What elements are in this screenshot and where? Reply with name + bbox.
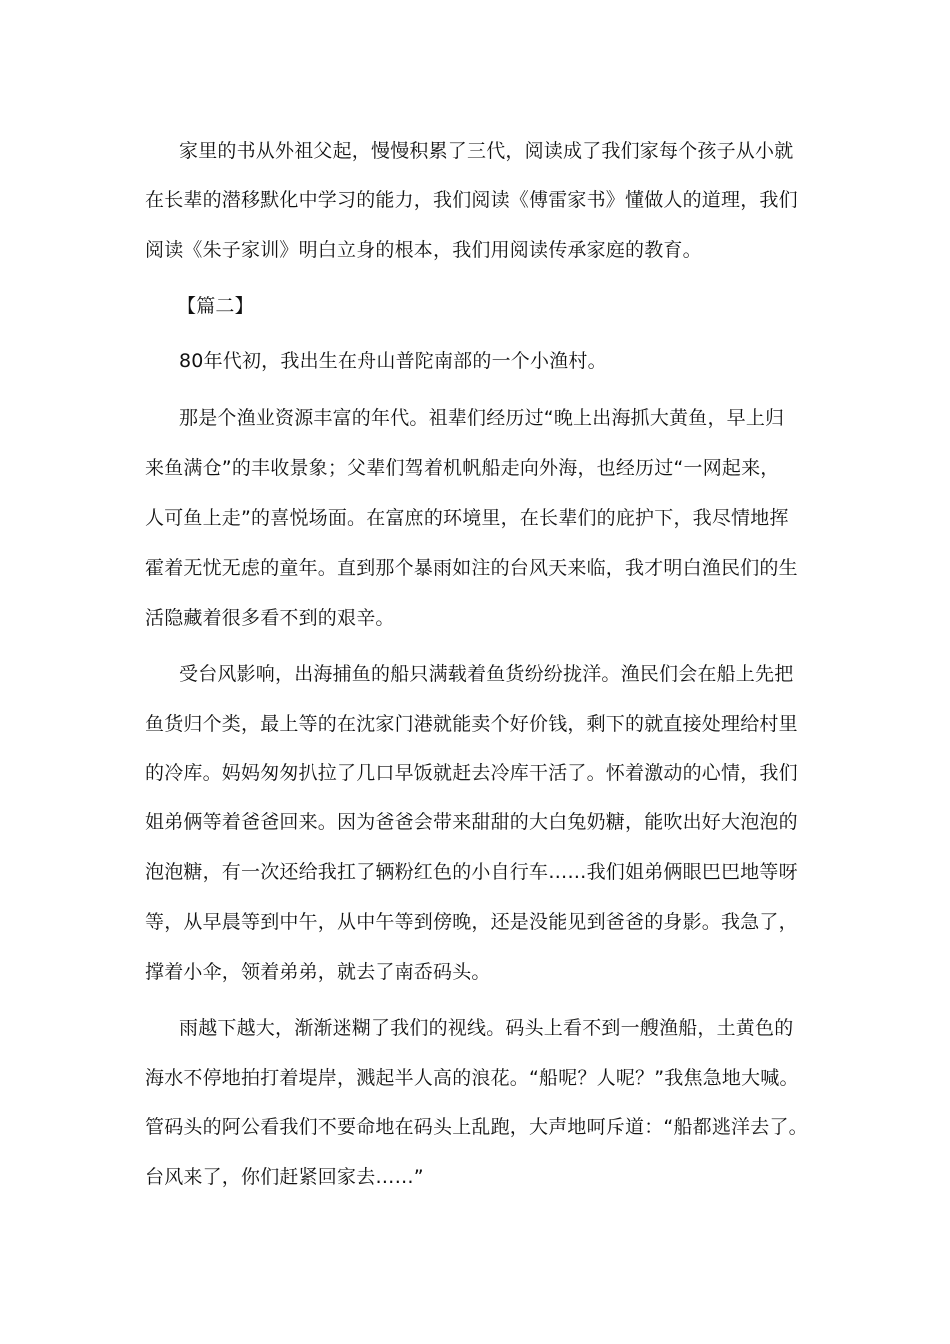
paragraph-3-line-4: 霍着无忧无虑的童年。直到那个暴雨如注的台风天来临，我才明白渔民们的生 <box>145 557 798 579</box>
paragraph-4-line-6: 等，从早晨等到中午，从中午等到傍晚，还是没能见到爸爸的身影。我急了， <box>145 911 798 933</box>
paragraph-3-line-1: 那是个渔业资源丰富的年代。祖辈们经历过“晚上出海抓大黄鱼，早上归 <box>179 407 785 429</box>
paragraph-3-line-5: 活隐藏着很多看不到的艰辛。 <box>145 607 395 629</box>
paragraph-1-line-2: 在长辈的潜移默化中学习的能力，我们阅读《傅雷家书》懂做人的道理，我们 <box>145 189 798 211</box>
paragraph-4-line-3: 的冷库。妈妈匆匆扒拉了几口早饭就赶去冷库干活了。怀着激动的心情，我们 <box>145 762 798 784</box>
paragraph-4-line-5: 泡泡糖，有一次还给我扛了辆粉红色的小自行车……我们姐弟俩眼巴巴地等呀 <box>145 861 798 883</box>
paragraph-2-line-1: 80年代初，我出生在舟山普陀南部的一个小渔村。 <box>179 350 607 372</box>
paragraph-5-line-4: 台风来了，你们赶紧回家去……” <box>145 1166 424 1188</box>
paragraph-4-line-1: 受台风影响，出海捕鱼的船只满载着鱼货纷纷拢洋。渔民们会在船上先把 <box>179 663 794 685</box>
section-heading: 【篇二】 <box>177 295 254 317</box>
paragraph-5-line-2: 海水不停地拍打着堤岸，溅起半人高的浪花。“船呢？人呢？”我焦急地大喊。 <box>145 1067 799 1089</box>
paragraph-5-line-1: 雨越下越大，渐渐迷糊了我们的视线。码头上看不到一艘渔船，土黄色的 <box>179 1017 794 1039</box>
paragraph-3-line-3: 人可鱼上走”的喜悦场面。在富庶的环境里，在长辈们的庇护下，我尽情地挥 <box>145 507 789 529</box>
paragraph-4-line-7: 撑着小伞，领着弟弟，就去了南岙码头。 <box>145 961 491 983</box>
paragraph-1-line-1: 家里的书从外祖父起，慢慢积累了三代，阅读成了我们家每个孩子从小就 <box>179 140 794 162</box>
paragraph-5-line-3: 管码头的阿公看我们不要命地在码头上乱跑，大声地呵斥道：“船都逃洋去了。 <box>145 1116 808 1138</box>
paragraph-4-line-4: 姐弟俩等着爸爸回来。因为爸爸会带来甜甜的大白兔奶糖，能吹出好大泡泡的 <box>145 811 798 833</box>
paragraph-1-line-3: 阅读《朱子家训》明白立身的根本，我们用阅读传承家庭的教育。 <box>145 239 702 261</box>
paragraph-3-line-2: 来鱼满仓”的丰收景象；父辈们驾着机帆船走向外海，也经历过“一网起来， <box>145 457 780 479</box>
paragraph-4-line-2: 鱼货归个类，最上等的在沈家门港就能卖个好价钱，剩下的就直接处理给村里 <box>145 713 798 735</box>
